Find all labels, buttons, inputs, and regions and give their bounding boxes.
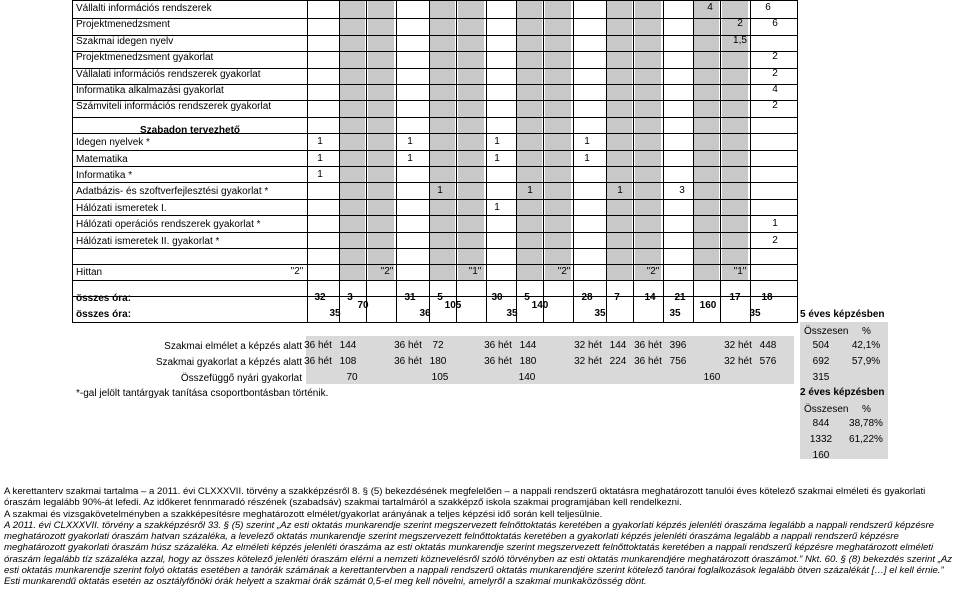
footer-paragraph-3: A 2011. évi CLXXXVII. törvény a szakképzésről 33. § (5) szerint „Az esti oktatás munkarendje szerint megszervezett felnőttoktatás keretében a gyakorlati képzés jelenléti óraszáma legalább a nappali rendszerű képzésre meghatározott gyakorlati óraszám hatvan százaléka, a levelező oktatás munkarendje szerint megszervezett felnőttoktatás keretében a gyakorlati képzés jelenléti óraszáma legalább a nappali rendszerű képzésre meghatározott gyakorlati óraszám húsz százaléka. Az elméleti képzés jelenléti óraszáma az esti oktatás munkarendje szerint megszervezett felnőttoktatás keretében a nappali rendszerű képzésre meghatározott elméleti óraszám legalább tíz százaléka azzal, hogy az összes kötelező jelenléti óraszám elérni a nemzeti köznevelésről szóló törvényben az esti oktatás munkarendjére meghatározott óraszámot.” Nkt. 60. § (8) bekezdés szerint „Az esti oktatás munkarendje szerint folyó oktatás esetében a tanórák számának a kerettantervben a nappali rendszerű oktatás munkarendjére szerint kötelező tanórai foglalkozások legalább ötven százalékát […] el kell érnie.” — [4, 519, 953, 577]
free-item-label: Hálózati ismeretek II. gyakorlat * — [76, 235, 220, 247]
free-section-header: Szabadon tervezhető — [140, 125, 241, 136]
summer-practice-hours: 160 — [699, 300, 717, 311]
summary-cell: 160 — [703, 372, 721, 383]
subject-hours: 4 — [772, 84, 778, 95]
summary-cell: 32 hét — [574, 356, 602, 367]
subject-label: Szakmai idegen nyelv — [76, 35, 174, 47]
summer-practice-hours: 105 — [444, 300, 462, 311]
summary-cell: 396 — [669, 340, 687, 351]
hittan-value: "1" — [468, 266, 482, 277]
summary-total: 315 — [812, 372, 830, 383]
summary-cell: 180 — [519, 356, 537, 367]
free-item-label: Adatbázis- és szoftverfejlesztési gyakorlat * — [76, 186, 269, 198]
summary-cell: 448 — [759, 340, 777, 351]
total-hours-value: 5 — [524, 292, 530, 303]
total-hours-value: 18 — [761, 292, 773, 303]
summary-cell: 32 hét — [724, 356, 752, 367]
grid-vline — [606, 0, 607, 322]
summary-cell: 180 — [429, 356, 447, 367]
summary-cell: 756 — [669, 356, 687, 367]
summary-cell: 70 — [346, 372, 358, 383]
free-item-hours: 1 — [494, 152, 500, 164]
free-item-label: Hálózati operációs rendszerek gyakorlat * — [76, 219, 261, 231]
summary-cell: 576 — [759, 356, 777, 367]
summary-cell: 32 hét — [724, 340, 752, 351]
total-hours-value: 35 — [749, 308, 761, 319]
footer-paragraph-4: Esti munkarendű oktatás esetén az osztályfőnöki órák helyett a szakmai órák számát 0,5-el meg kell növelni, amelyről a szakmai munkaközösség dönt. — [4, 576, 647, 588]
summary-cell: 108 — [339, 356, 357, 367]
summary-pct: 42,1% — [851, 340, 881, 351]
two-year-pct: 61,22% — [849, 434, 883, 445]
free-item-hours: 1 — [407, 152, 413, 164]
grid-vline — [456, 0, 457, 322]
free-item-hours: 2 — [772, 234, 778, 246]
summary-cell: 36 hét — [304, 356, 332, 367]
grid-vline — [516, 0, 517, 322]
hittan-value: "2" — [290, 266, 304, 277]
subject-hours: 4 — [707, 2, 713, 13]
summary-cell: 140 — [518, 372, 536, 383]
subject-hours: 6 — [765, 2, 771, 13]
grid-vline — [366, 0, 367, 322]
summary-cell: 36 hét — [304, 340, 332, 351]
summary-total: 692 — [812, 356, 830, 367]
subject-label: Projektmenedzsment — [76, 19, 170, 31]
hittan-value: "1" — [733, 266, 747, 277]
grid-hline — [72, 117, 798, 118]
total-hours-label: összes óra: — [76, 293, 132, 304]
summary-pct-header: % — [862, 326, 871, 337]
summary-cell: 144 — [339, 340, 357, 351]
grid-vline — [339, 0, 340, 322]
grid-vline — [429, 0, 430, 322]
subject-label: Számviteli információs rendszerek gyakorlat — [76, 101, 272, 113]
summary-total-header: Összesen — [804, 326, 849, 337]
five-year-label: 5 éves képzésben — [800, 309, 885, 320]
total-hours-value: 36 — [419, 308, 431, 319]
total-hours-value: 35 — [594, 308, 606, 319]
total-hours-value: 35 — [669, 308, 681, 319]
free-item-hours: 3 — [679, 185, 685, 197]
total-hours-value: 3 — [347, 292, 353, 303]
two-year-pct-header: % — [862, 404, 871, 415]
summary-cell: 224 — [609, 356, 627, 367]
total-hours-value: 28 — [581, 292, 593, 303]
summary-cell: 105 — [431, 372, 449, 383]
footer-paragraph-1: A kerettanterv szakmai tartalma – a 2011. évi CLXXXVII. törvény a szakképzésről 8. § (5) bekezdésének megfelelően – a nappali rendszerű oktatásra meghatározott tanulói éves kötelező szakmai elméleti és gyakorlati óraszám legalább 90%-át lefedi. Az időkeret fennmaradó részének (szabadsáv) szakmai tartalmáról a szakképző iskola szakmai programjában kell rendelkezni. — [4, 486, 926, 509]
summary-cell: 144 — [519, 340, 537, 351]
subject-hours: 6 — [772, 18, 778, 30]
free-item-hours: 1 — [527, 185, 533, 197]
footer-notes — [4, 486, 960, 588]
grid-hline — [72, 280, 798, 281]
free-item-label: Matematika — [76, 153, 128, 165]
free-item-hours: 1 — [617, 185, 623, 197]
free-item-hours: 1 — [584, 136, 590, 148]
free-item-label: Hálózati ismeretek I. — [76, 202, 167, 214]
grid-vline — [543, 0, 544, 322]
subject-hours: 2 — [772, 100, 778, 112]
grid-hline — [72, 215, 798, 216]
total-hours-value: 35 — [506, 308, 518, 319]
total-hours-value: 14 — [644, 292, 656, 303]
grid-hline — [72, 35, 798, 36]
subject-label: Projektmenedzsment gyakorlat — [76, 52, 214, 64]
hittan-value: "2" — [380, 266, 394, 277]
hittan-label: Hittan — [76, 267, 103, 278]
subject-label: Informatika alkalmazási gyakorlat — [76, 85, 224, 96]
summary-cell: 36 hét — [484, 356, 512, 367]
two-year-pct: 38,78% — [849, 418, 883, 429]
total-hours-value: 31 — [404, 292, 416, 303]
total-hours-value: 32 — [314, 292, 326, 303]
free-item-hours: 1 — [317, 136, 323, 148]
grid-hline — [72, 182, 798, 183]
grid-vline — [720, 0, 721, 322]
subject-label: Vállalti információs rendszerek — [76, 3, 212, 14]
summary-cell: 36 hét — [394, 340, 422, 351]
two-year-total: 844 — [812, 418, 830, 429]
hittan-value: "2" — [557, 266, 571, 277]
free-item-hours: 1 — [584, 152, 590, 164]
free-item-hours: 1 — [317, 169, 323, 180]
group-note: *-gal jelölt tantárgyak tanítása csoportbontásban történik. — [76, 388, 329, 399]
two-year-total: 1332 — [809, 434, 833, 445]
total-hours-label: összes óra: — [76, 309, 132, 320]
total-hours-value: 17 — [729, 292, 741, 303]
free-item-hours: 1 — [317, 152, 323, 164]
grid-hline — [72, 264, 798, 265]
summary-row-label: Szakmai gyakorlat a képzés alatt — [155, 357, 302, 368]
total-hours-value: 30 — [491, 292, 503, 303]
summary-cell: 36 hét — [634, 356, 662, 367]
summary-row-label: Összefüggő nyári gyakorlat — [180, 373, 302, 384]
grid-hline — [72, 322, 798, 323]
grid-hline — [72, 166, 798, 167]
total-hours-value: 35 — [329, 308, 341, 319]
free-item-hours: 1 — [494, 136, 500, 148]
footer-paragraph-2: A szakmai és vizsgakövetelményben a szakképesítésre meghatározott elmélet/gyakorlat arányának a teljes képzési idő során kell teljesülnie. — [4, 508, 603, 520]
grid-hline — [72, 150, 798, 151]
two-year-total: 160 — [812, 450, 830, 461]
total-hours-value: 7 — [614, 292, 620, 303]
summary-cell: 36 hét — [484, 340, 512, 351]
free-item-hours: 1 — [407, 136, 413, 148]
total-hours-value: 5 — [437, 292, 443, 303]
total-hours-value: 21 — [674, 292, 686, 303]
subject-hours: 2 — [772, 67, 778, 79]
two-year-label: 2 éves képzésben — [800, 387, 885, 398]
summary-cell: 36 hét — [394, 356, 422, 367]
subject-hours: 2 — [737, 18, 743, 30]
free-item-hours: 1 — [494, 201, 500, 213]
summer-practice-hours: 70 — [357, 300, 369, 311]
free-item-label: Informatika * — [76, 170, 133, 181]
subject-hours: 1,5 — [733, 34, 747, 46]
summary-cell: 144 — [609, 340, 627, 351]
free-item-hours: 1 — [772, 218, 778, 230]
summary-cell: 36 hét — [634, 340, 662, 351]
summary-cell: 72 — [432, 340, 444, 351]
two-year-total-header: Összesen — [804, 404, 849, 415]
free-item-label: Idegen nyelvek * — [76, 137, 150, 149]
summer-practice-hours: 140 — [531, 300, 549, 311]
subject-label: Vállalati információs rendszerek gyakorlat — [76, 68, 261, 80]
summary-row-label: Szakmai elmélet a képzés alatt — [164, 341, 302, 352]
summary-total: 504 — [812, 340, 830, 351]
grid-hline — [72, 18, 798, 19]
subject-hours: 2 — [772, 51, 778, 63]
free-item-hours: 1 — [437, 185, 443, 197]
summary-cell: 32 hét — [574, 340, 602, 351]
grid-vline — [633, 0, 634, 322]
hittan-value: "2" — [646, 266, 660, 277]
summary-pct: 57,9% — [851, 356, 881, 367]
grid-vline — [693, 0, 694, 322]
